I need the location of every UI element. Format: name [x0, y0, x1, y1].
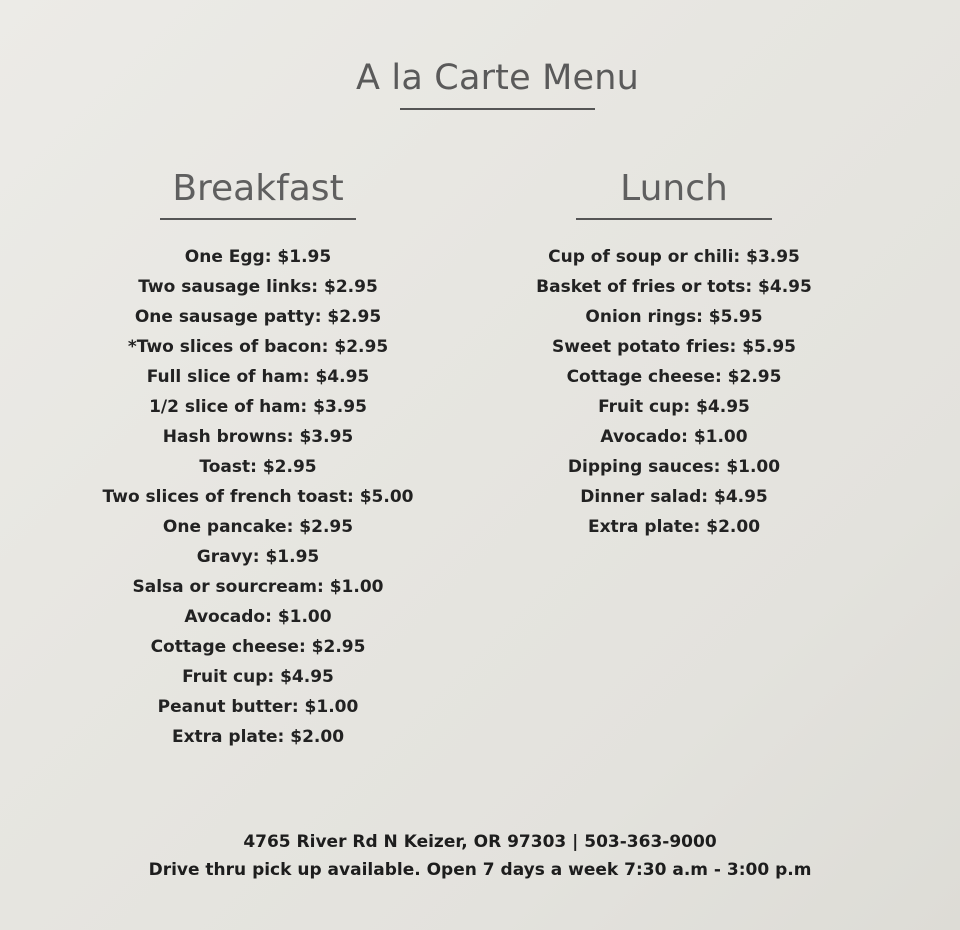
menu-item: Two slices of french toast: $5.00: [102, 487, 414, 507]
menu-item: Dinner salad: $4.95: [580, 487, 768, 507]
breakfast-heading: Breakfast: [172, 168, 344, 209]
menu-item: Peanut butter: $1.00: [157, 697, 359, 717]
menu-item: Fruit cup: $4.95: [598, 397, 750, 417]
lunch-items: [474, 242, 874, 542]
address-phone-line: 4765 River Rd N Keizer, OR 97303 | 503-363-9000: [243, 832, 717, 852]
menu-item: Toast: $2.95: [199, 457, 317, 477]
menu-item: Extra plate: $2.00: [587, 517, 761, 537]
menu-item: Cup of soup or chili: $3.95: [548, 247, 800, 267]
breakfast-items: [58, 242, 458, 752]
title-underline: [400, 108, 595, 110]
menu-item: Gravy: $1.95: [196, 547, 320, 567]
lunch-heading: Lunch: [620, 168, 728, 209]
breakfast-underline: [160, 218, 356, 220]
hours-line: Drive thru pick up available. Open 7 days a week 7:30 a.m - 3:00 p.m: [148, 860, 812, 880]
menu-item: Sweet potato fries: $5.95: [552, 337, 796, 357]
menu-item: Avocado: $1.00: [600, 427, 748, 447]
menu-item: 1/2 slice of ham: $3.95: [149, 397, 367, 417]
menu-item: One pancake: $2.95: [162, 517, 354, 537]
menu-item: Two sausage links: $2.95: [138, 277, 378, 297]
lunch-underline: [576, 218, 772, 220]
menu-item: *Two slices of bacon: $2.95: [127, 337, 389, 357]
menu-item: Basket of fries or tots: $4.95: [536, 277, 812, 297]
menu-item: Fruit cup: $4.95: [182, 667, 334, 687]
menu-item: One Egg: $1.95: [184, 247, 332, 267]
footer: [0, 828, 960, 884]
menu-item: Cottage cheese: $2.95: [566, 367, 782, 387]
menu-item: Avocado: $1.00: [184, 607, 332, 627]
menu-title: A la Carte Menu: [355, 58, 640, 98]
menu-item: Dipping sauces: $1.00: [567, 457, 781, 477]
menu-item: One sausage patty: $2.95: [134, 307, 382, 327]
menu-item: Hash browns: $3.95: [162, 427, 354, 447]
menu-item: Onion rings: $5.95: [585, 307, 763, 327]
menu-item: Salsa or sourcream: $1.00: [132, 577, 384, 597]
menu-item: Extra plate: $2.00: [171, 727, 345, 747]
menu-item: Cottage cheese: $2.95: [150, 637, 366, 657]
menu-item: Full slice of ham: $4.95: [146, 367, 370, 387]
